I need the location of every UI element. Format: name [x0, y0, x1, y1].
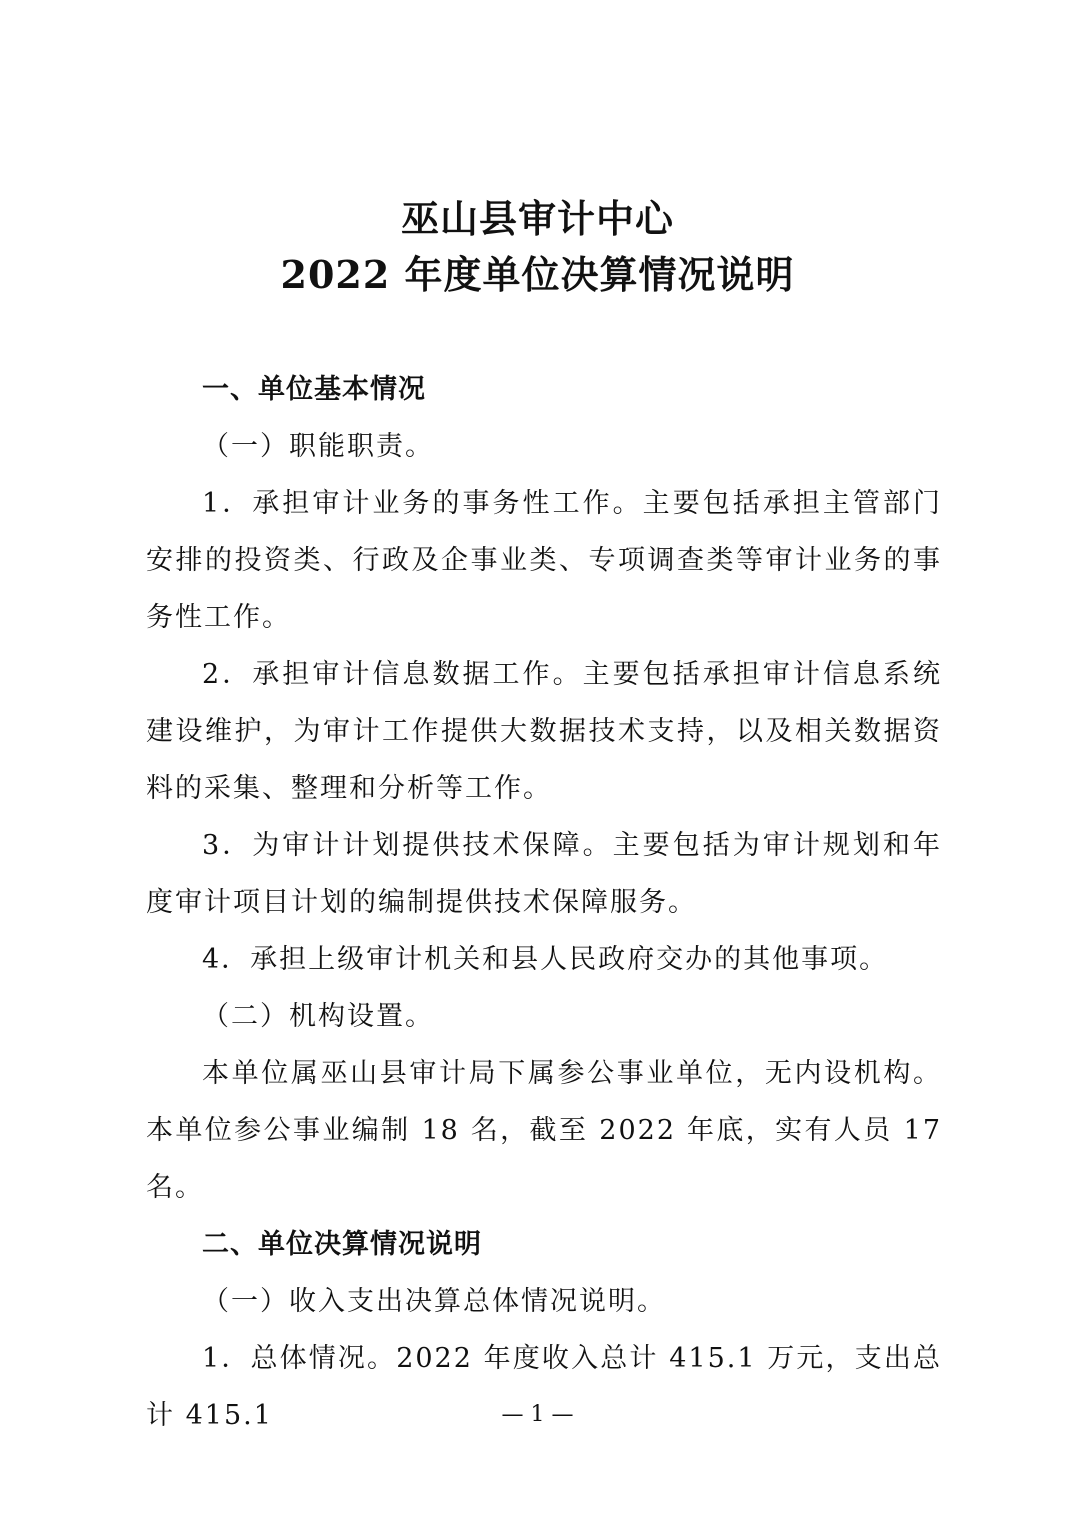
paragraph-duty-3: 3．为审计计划提供技术保障。主要包括为审计规划和年度审计项目计划的编制提供技术保障服务。 — [146, 830, 942, 918]
subsection-heading-duties: （一）职能职责。 — [202, 431, 434, 462]
paragraph-duty-1: 1．承担审计业务的事务性工作。主要包括承担主管部门安排的投资类、行政及企事业类、专项调查类等审计业务的事务性工作。 — [146, 488, 942, 633]
paragraph-organization: 本单位属巫山县审计局下属参公事业单位，无内设机构。本单位参公事业编制 18 名，截至 2022 年底，实有人员 17 名。 — [146, 1058, 942, 1203]
document-title-line1: 巫山县审计中心 — [400, 196, 674, 241]
paragraph-overall: 1．总体情况。2022 年度收入总计 415.1 万元，支出总计 415.1 — [146, 1343, 942, 1431]
section-heading-final-accounts: 二、单位决算情况说明 — [202, 1229, 482, 1260]
page-number: — 1 — — [501, 1402, 574, 1427]
subsection-heading-organization: （二）机构设置。 — [202, 1001, 434, 1032]
paragraph-duty-4: 4．承担上级审计机关和县人民政府交办的其他事项。 — [202, 944, 889, 975]
document-body — [146, 361, 942, 1444]
paragraph-duty-2: 2．承担审计信息数据工作。主要包括承担审计信息系统建设维护，为审计工作提供大数据技术支持，以及相关数据资料的采集、整理和分析等工作。 — [146, 659, 942, 804]
section-heading-basic-info: 一、单位基本情况 — [202, 374, 426, 405]
subsection-heading-income-expense: （一）收入支出决算总体情况说明。 — [202, 1286, 666, 1317]
document-title-line2: 2022 年度单位决算情况说明 — [280, 252, 795, 297]
